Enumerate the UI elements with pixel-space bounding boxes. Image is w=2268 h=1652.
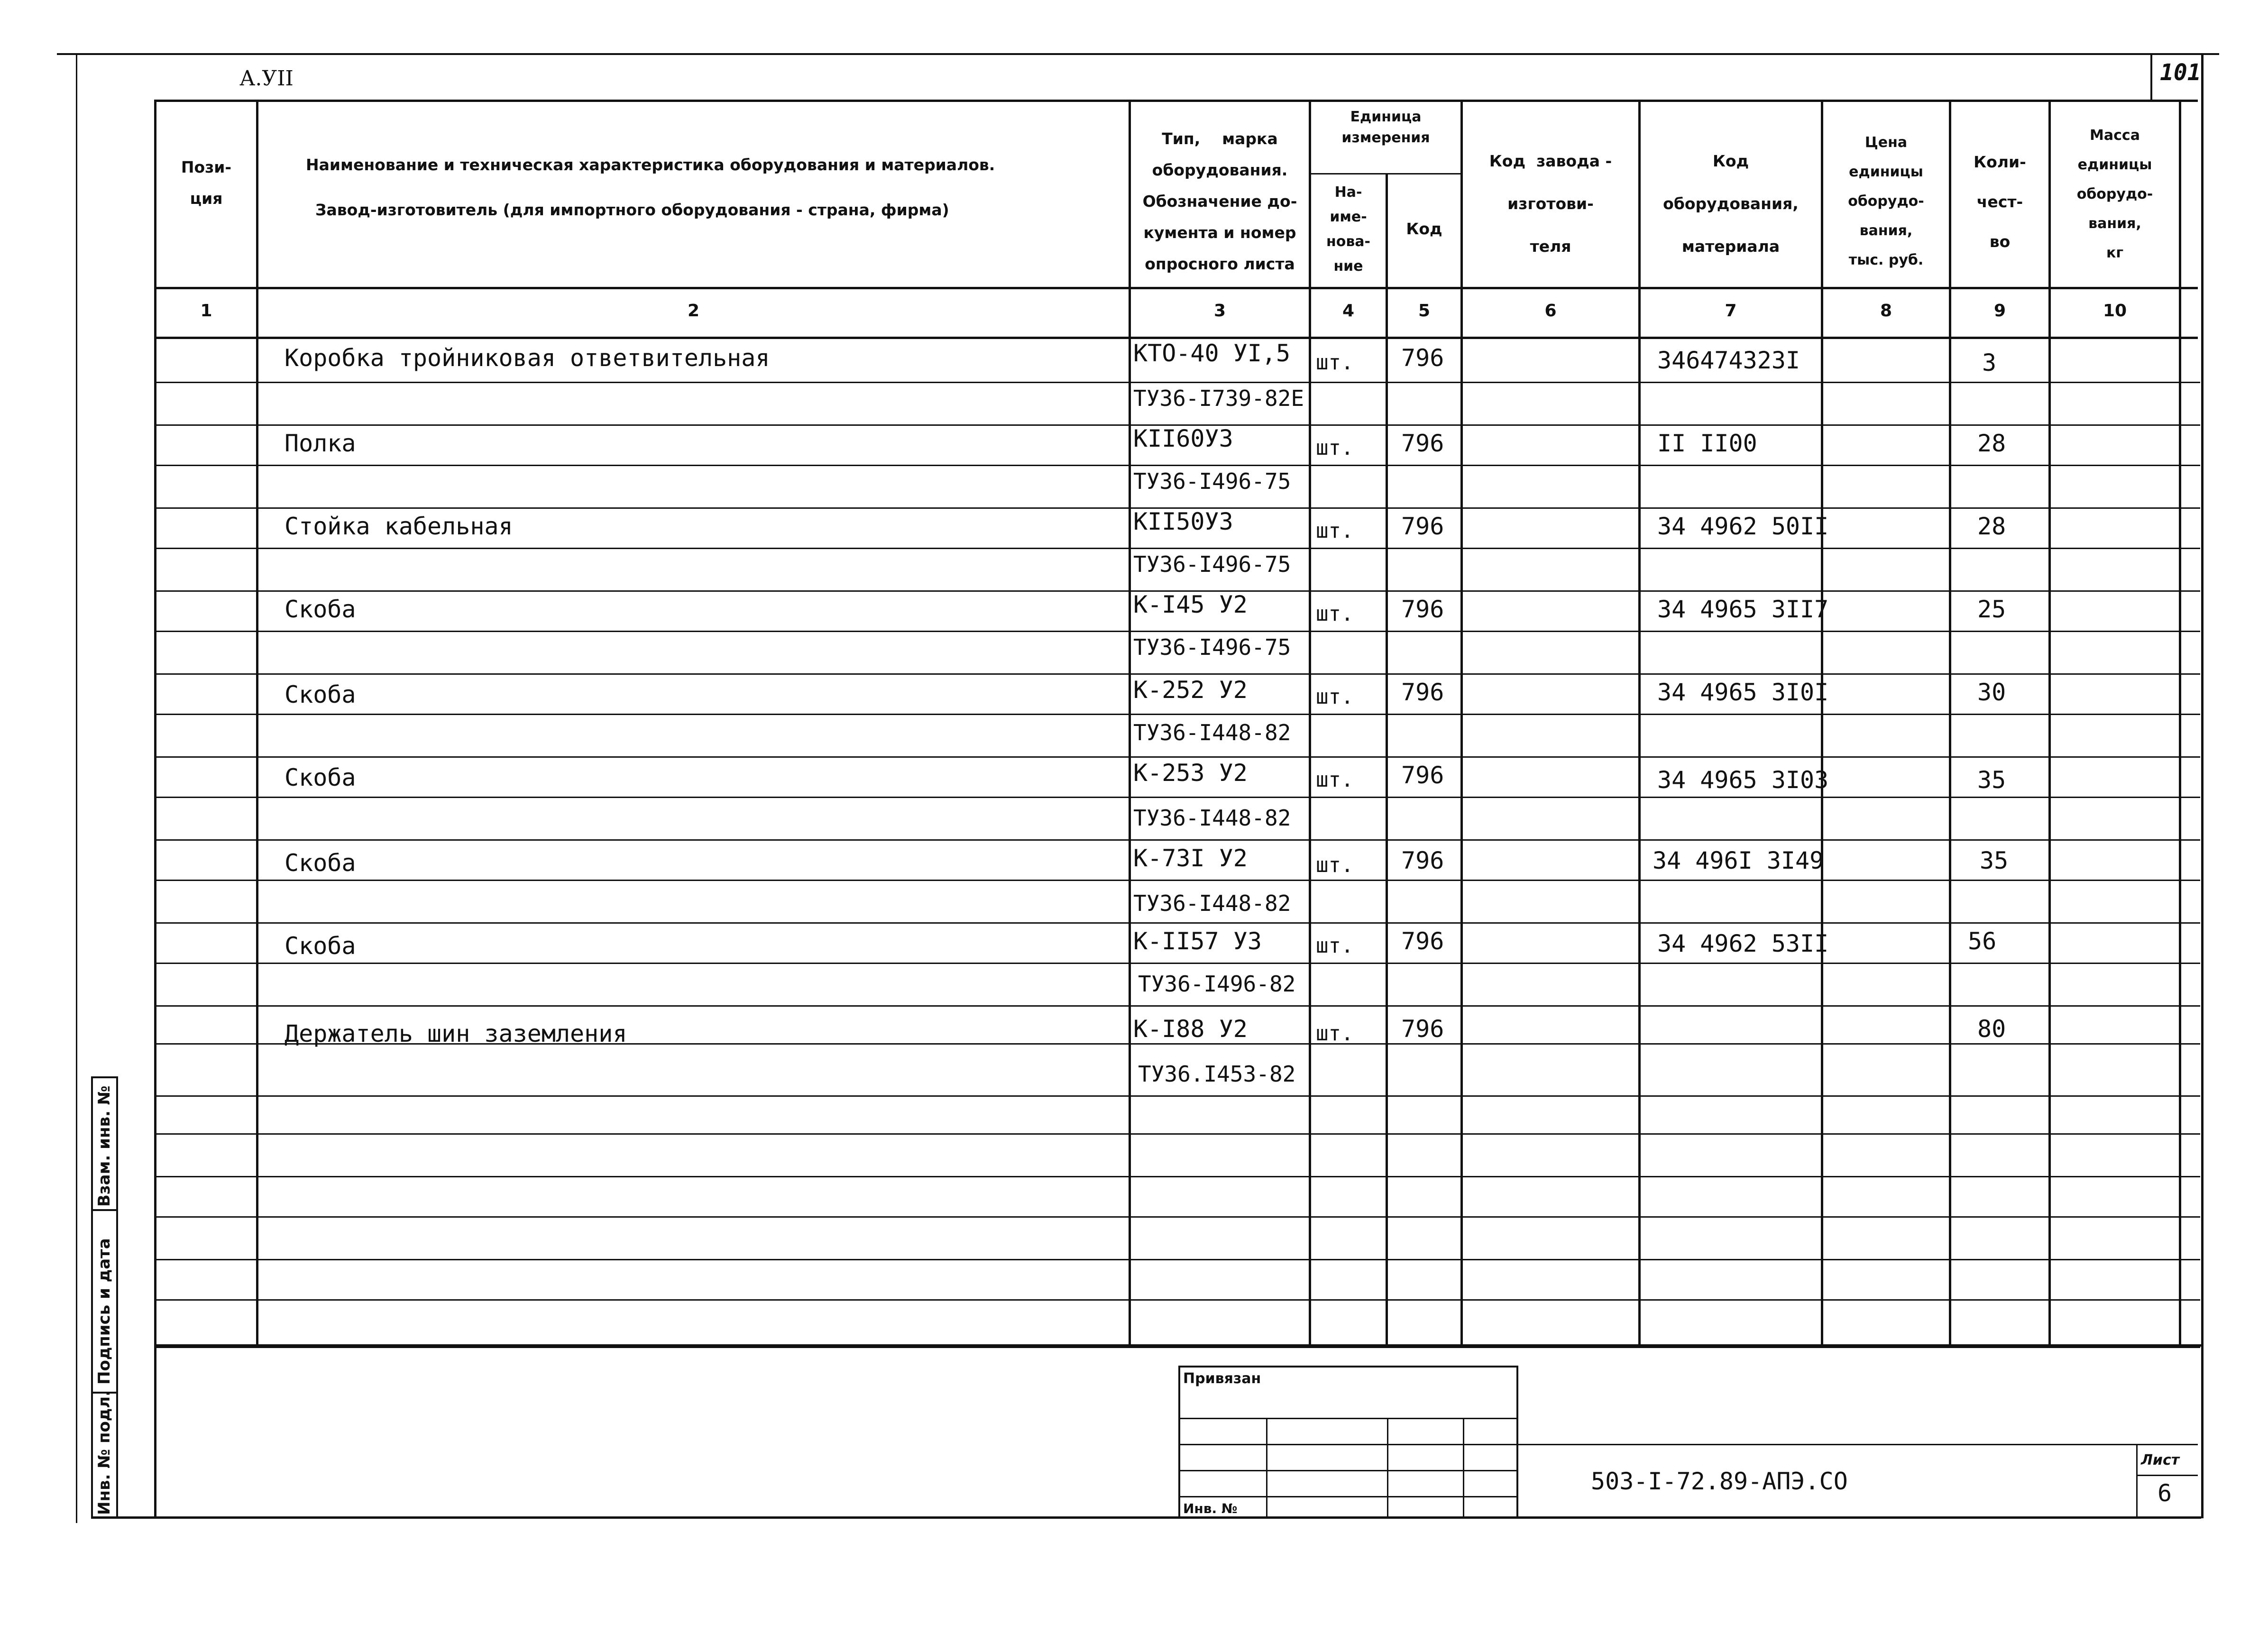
row-unit: шт. xyxy=(1316,1021,1354,1046)
list-number: 6 xyxy=(2158,1479,2172,1507)
row-name: Полка xyxy=(285,430,356,457)
list-box-left xyxy=(2136,1444,2138,1517)
row-divider xyxy=(154,1176,2200,1177)
col-sep-6 xyxy=(1638,100,1641,1347)
header-price: Цена единицы оборудо- вания, тыс. руб. xyxy=(1848,134,1924,268)
row-divider xyxy=(154,880,2200,881)
row-qty: 25 xyxy=(1977,596,2006,623)
header-name-line1: Наименование и техническая характеристика оборудования и материалов. xyxy=(306,156,995,174)
stamp-row-3 xyxy=(1178,1470,1517,1471)
corner-box-left xyxy=(2150,53,2152,100)
row-divider xyxy=(154,1299,2200,1301)
col-number-2: 2 xyxy=(687,301,700,321)
row-qty: 35 xyxy=(1977,766,2006,794)
row-code: 796 xyxy=(1401,513,1444,540)
row-name: Скоба xyxy=(285,932,356,960)
row-type: К-II57 У3 xyxy=(1133,927,1262,955)
header-factory-code: Код завода - изготови- теля xyxy=(1489,152,1612,256)
stamp-col-2 xyxy=(1387,1418,1388,1517)
side-stamp-left xyxy=(91,1076,93,1517)
row-divider xyxy=(154,1259,2200,1260)
frame-bottom xyxy=(91,1516,2201,1519)
row-code: 796 xyxy=(1401,679,1444,706)
frame-top xyxy=(57,53,2219,55)
row-divider xyxy=(154,797,2200,798)
stamp-box-top xyxy=(1178,1366,1517,1367)
row-code: 796 xyxy=(1401,847,1444,874)
row-qty: 3 xyxy=(1982,349,1997,376)
side-stamp-sep-1 xyxy=(91,1209,118,1211)
row-type: К-I45 У2 xyxy=(1133,591,1248,618)
row-unit: шт. xyxy=(1316,519,1354,543)
col-number-7: 7 xyxy=(1725,301,1737,321)
row-type: КII50У3 xyxy=(1133,508,1233,535)
header-unit-code: Код xyxy=(1406,220,1442,238)
row-equip-code: 34 4965 3I0I xyxy=(1657,679,1829,706)
header-name-line2: Завод-изготовитель (для импортного оборудования - страна, фирма) xyxy=(315,201,949,219)
stamp-shown-label: Привязан xyxy=(1183,1370,1261,1387)
frame-top-inner xyxy=(154,100,2198,102)
row-equip-code: 34 496I 3I49 xyxy=(1653,847,1824,874)
side-podpis-data: Подпись и дата xyxy=(95,1238,114,1385)
document-designation: 503-I-72.89-АПЭ.СО xyxy=(1591,1468,1848,1495)
sheet-top-label: А.УII xyxy=(239,66,294,91)
corner-mark: 101 xyxy=(2160,59,2201,86)
row-divider xyxy=(154,1133,2200,1135)
row-type: КТО-40 УI,5 xyxy=(1133,340,1291,367)
header-quantity: Коли- чест- во xyxy=(1974,153,2026,251)
row-type: К-I88 У2 xyxy=(1133,1015,1248,1043)
row-unit: шт. xyxy=(1316,602,1354,626)
list-box-mid xyxy=(2136,1475,2198,1476)
stamp-col-3 xyxy=(1463,1418,1464,1517)
col-number-6: 6 xyxy=(1544,301,1557,321)
row-divider xyxy=(154,963,2200,964)
row-type: К-253 У2 xyxy=(1133,759,1248,787)
row-doc: ТУ36-I739-82Е xyxy=(1133,385,1304,411)
row-type: К-73I У2 xyxy=(1133,844,1248,872)
row-name: Держатель шин заземления xyxy=(285,1020,627,1047)
col-number-10: 10 xyxy=(2103,301,2127,321)
row-qty: 30 xyxy=(1977,679,2006,706)
row-code: 796 xyxy=(1401,927,1444,955)
row-name: Скоба xyxy=(285,596,356,623)
row-qty: 35 xyxy=(1980,847,2009,874)
row-code: 796 xyxy=(1401,430,1444,457)
col-number-4: 4 xyxy=(1342,301,1355,321)
col-sep-5 xyxy=(1460,100,1463,1347)
col-number-1: 1 xyxy=(200,301,212,321)
row-divider xyxy=(154,1095,2200,1097)
stamp-box-right xyxy=(1516,1366,1518,1517)
col-sep-8 xyxy=(1949,100,1951,1347)
row-doc: ТУ36.I453-82 xyxy=(1138,1061,1296,1087)
col-sep-10 xyxy=(2179,100,2181,1347)
side-vzam-inv: Взам. инв. № xyxy=(95,1085,114,1207)
row-divider xyxy=(154,1005,2200,1007)
col-number-5: 5 xyxy=(1418,301,1431,321)
row-name: Коробка тройниковая ответвительная xyxy=(285,344,770,372)
stamp-col-1 xyxy=(1266,1418,1267,1517)
row-name: Скоба xyxy=(285,764,356,791)
row-name: Стойка кабельная xyxy=(285,513,513,540)
header-mass: Масса единицы оборудо- вания, кг xyxy=(2076,127,2153,261)
stamp-box-left xyxy=(1178,1366,1180,1517)
col-sep-2 xyxy=(1129,100,1131,1347)
side-inv-podl: Инв. № подл. xyxy=(95,1390,114,1515)
header-bottom-line xyxy=(154,287,2198,289)
row-divider xyxy=(154,1216,2200,1218)
row-equip-code: II II00 xyxy=(1657,430,1757,457)
stamp-row-4 xyxy=(1178,1496,1517,1497)
row-doc: ТУ36-I496-75 xyxy=(1133,468,1291,494)
row-code: 796 xyxy=(1401,762,1444,789)
col-sep-7 xyxy=(1821,100,1823,1347)
row-code: 796 xyxy=(1401,596,1444,623)
stamp-row-2 xyxy=(1178,1444,2198,1445)
header-position: Пози- ция xyxy=(181,158,232,208)
row-doc: ТУ36-I496-75 xyxy=(1133,634,1291,660)
header-equip-code: Код оборудования, материала xyxy=(1663,152,1799,256)
frame-right xyxy=(2201,53,2204,1518)
side-stamp-top xyxy=(91,1076,118,1078)
row-equip-code: 34 4965 3I03 xyxy=(1657,766,1829,794)
row-unit: шт. xyxy=(1316,853,1354,877)
row-unit: шт. xyxy=(1316,350,1354,375)
row-doc: ТУ36-I448-82 xyxy=(1133,805,1291,831)
stamp-inv-label: Инв. № xyxy=(1183,1501,1238,1516)
row-doc: ТУ36-I448-82 xyxy=(1133,890,1291,916)
row-qty: 28 xyxy=(1977,430,2006,457)
row-doc: ТУ36-I496-82 xyxy=(1138,971,1296,997)
row-qty: 56 xyxy=(1968,927,1997,955)
row-code: 796 xyxy=(1401,1015,1444,1043)
col-sep-1 xyxy=(256,100,258,1347)
row-qty: 28 xyxy=(1977,513,2006,540)
header-unit: Единица измерения xyxy=(1341,109,1430,146)
row-equip-code: 34 4965 3II7 xyxy=(1657,596,1829,623)
row-equip-code: 34 4962 50II xyxy=(1657,513,1829,540)
row-unit: шт. xyxy=(1316,685,1354,709)
header-unit-name: На- име- нова- ние xyxy=(1326,184,1371,275)
row-name: Скоба xyxy=(285,849,356,877)
row-code: 796 xyxy=(1401,344,1444,372)
row-type: К-252 У2 xyxy=(1133,676,1248,704)
title-block-top xyxy=(156,1347,2200,1348)
row-equip-code: 34 4962 53II xyxy=(1657,930,1829,957)
unit-split-line xyxy=(1309,173,1460,174)
header-type: Тип, марка оборудования. Обозначение до- кумента и номер опросного листа xyxy=(1142,129,1297,273)
list-label: Лист xyxy=(2141,1452,2180,1468)
stamp-row-1 xyxy=(1178,1418,1517,1419)
row-type: КII60У3 xyxy=(1133,425,1233,452)
col-sep-9 xyxy=(2048,100,2051,1347)
frame-outer-left xyxy=(76,53,77,1523)
row-doc: ТУ36-I448-82 xyxy=(1133,720,1291,745)
col-number-9: 9 xyxy=(1993,301,2006,321)
col-sep-4b xyxy=(1386,287,1388,1347)
row-doc: ТУ36-I496-75 xyxy=(1133,551,1291,577)
row-equip-code: 346474323I xyxy=(1657,347,1800,374)
row-unit: шт. xyxy=(1316,934,1354,958)
col-sep-3 xyxy=(1309,100,1311,1347)
side-stamp-right xyxy=(116,1076,118,1517)
row-name: Скоба xyxy=(285,681,356,708)
row-unit: шт. xyxy=(1316,436,1354,460)
col-number-3: 3 xyxy=(1213,301,1226,321)
row-qty: 80 xyxy=(1977,1015,2006,1043)
row-unit: шт. xyxy=(1316,768,1354,792)
col-number-8: 8 xyxy=(1880,301,1892,321)
